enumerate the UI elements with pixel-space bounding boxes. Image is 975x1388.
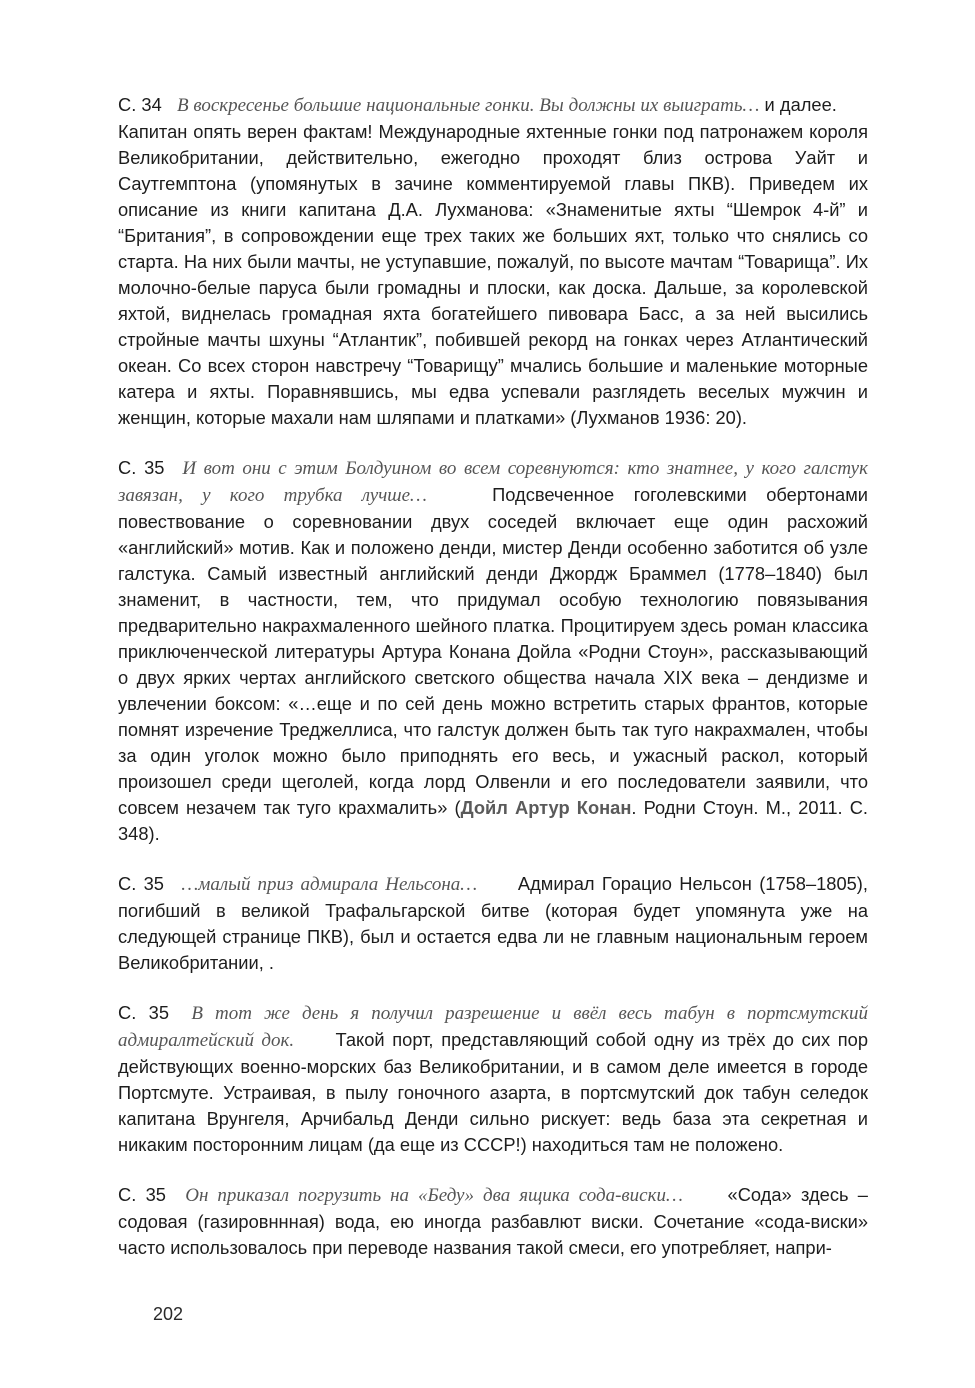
quoted-passage: И вот они с этим Болдуином во всем соревнуются: кто знатнее, у кого галстук завязан, у кого трубка лучше… xyxy=(118,458,868,506)
comment-entry xyxy=(118,871,868,976)
connector-text: и далее. xyxy=(764,94,837,115)
commentary-text: Капитан опять верен фактам! Международные яхтенные гонки под патронажем короля Великобритании, действительно, ежегодно проходят близ острова Уайт и Саутгемптона (упомянутых в зачине комментируемой главы ПКВ). Приведем их описание из книги капитана Д.А. Лухманова: «Знаменитые яхты “Шемрок 4-й” и “Британия”, в сопровождении еще трех таких же больших яхт, только что снялись со старта. На них были мачты, не уступавшие, пожалуй, по высоте мачтам “Товарища”. Их молочно-белые паруса были громадны и плоски, как доска. Дальше, за королевской яхтой, виднелась громадная яхта богатейшего пивовара Басс, а за ней высились стройные мачты шхуны “Атлантик”, побившей рекорд на гонках через Атлантический океан. Со всех сторон навстречу “Товарищу” мчались большие и маленькие моторные катера и яхты. Поравнявшись, мы едва успевали разглядеть веселых мужчин и женщин, которые махали нам шляпами и платками» (Лухманов 1936: 20). xyxy=(118,121,868,428)
comment-entry xyxy=(118,1182,868,1261)
commentary-text: «Сода» здесь – содовая (газировннная) вода, ею иногда разбавлют виски. Сочетание «сода-виски» часто использовалось при переводе названия такой смеси, его употребляет, напри- xyxy=(118,1184,868,1258)
page-body xyxy=(118,92,868,1261)
page-reference: С. 35 xyxy=(118,457,165,478)
citation-tail: . Родни Стоун. М., 2011. С. 348). xyxy=(118,797,868,844)
quoted-passage: Он приказал погрузить на «Беду» два ящика сода-виски… xyxy=(185,1185,683,1206)
quoted-passage: В воскресенье большие национальные гонки. Вы должны их выиграть… xyxy=(176,95,760,116)
page-reference: С. 34 xyxy=(118,94,162,115)
quoted-passage: …малый приз адмирала Нельсона… xyxy=(181,874,478,895)
page-reference: С. 35 xyxy=(118,1184,166,1205)
quoted-passage: В тот же день я получил разрешение и ввёл весь табун в портсмутский адмиралтейский док. xyxy=(118,1003,868,1051)
commentary-text: Адмирал Горацио Нельсон (1758–1805), погибший в великой Трафальгарской битве (которая будет упомянута уже на следующей странице ПКВ), был и остается едва ли не главным национальным героем Великобритании, . xyxy=(118,873,868,973)
author-name: Дойл Артур Конан xyxy=(460,797,632,818)
commentary-text: Такой порт, представляющий собой одну из трёх до сих пор действующих военно-морских баз Великобритании, и в самом деле имеется в городе Портсмуте. Устраивая, в пылу гоночного азарта, в портсмутский док табун селедок капитана Врунгеля, Арчибальд Денди сильно рискует: ведь база эта секретная и никаким посторонним лицам (да еще из СССР!) находиться там не положено. xyxy=(118,1029,868,1155)
page-reference: С. 35 xyxy=(118,1002,169,1023)
commentary-text: Подсвеченное гоголевскими обертонами повествование о соревновании двух соседей включает еще один расхожий «английский» мотив. Как и положено денди, мистер Денди особенно заботится об узле галстука. Самый известный английский денди Джордж Браммел (1778–1840) был знаменит, в частности, тем, что придумал особую технологию повязывания предварительно накрахмаленного шейного платка. Процитируем здесь роман классика приключенческой литературы Артура Конана Дойла «Родни Стоун», рассказывающий о двух ярких чертах английского светского общества начала XIX века – дендизме и увлечении боксом: «…еще и по сей день можно встретить старых франтов, которые помнят изречение Треджеллиса, что галстук должен быть так туго накрахмален, чтобы за один уголок можно было приподнять его весь, и ужасный раскол, который произошел среди щеголей, когда лорд Олвенли и его последователи заявили, что совсем незачем так туго крахмалить» ( xyxy=(118,484,868,818)
page-number: 202 xyxy=(153,1304,184,1324)
page-reference: С. 35 xyxy=(118,873,164,894)
comment-entry xyxy=(118,92,868,431)
comment-entry xyxy=(118,455,868,847)
comment-entry xyxy=(118,1000,868,1158)
